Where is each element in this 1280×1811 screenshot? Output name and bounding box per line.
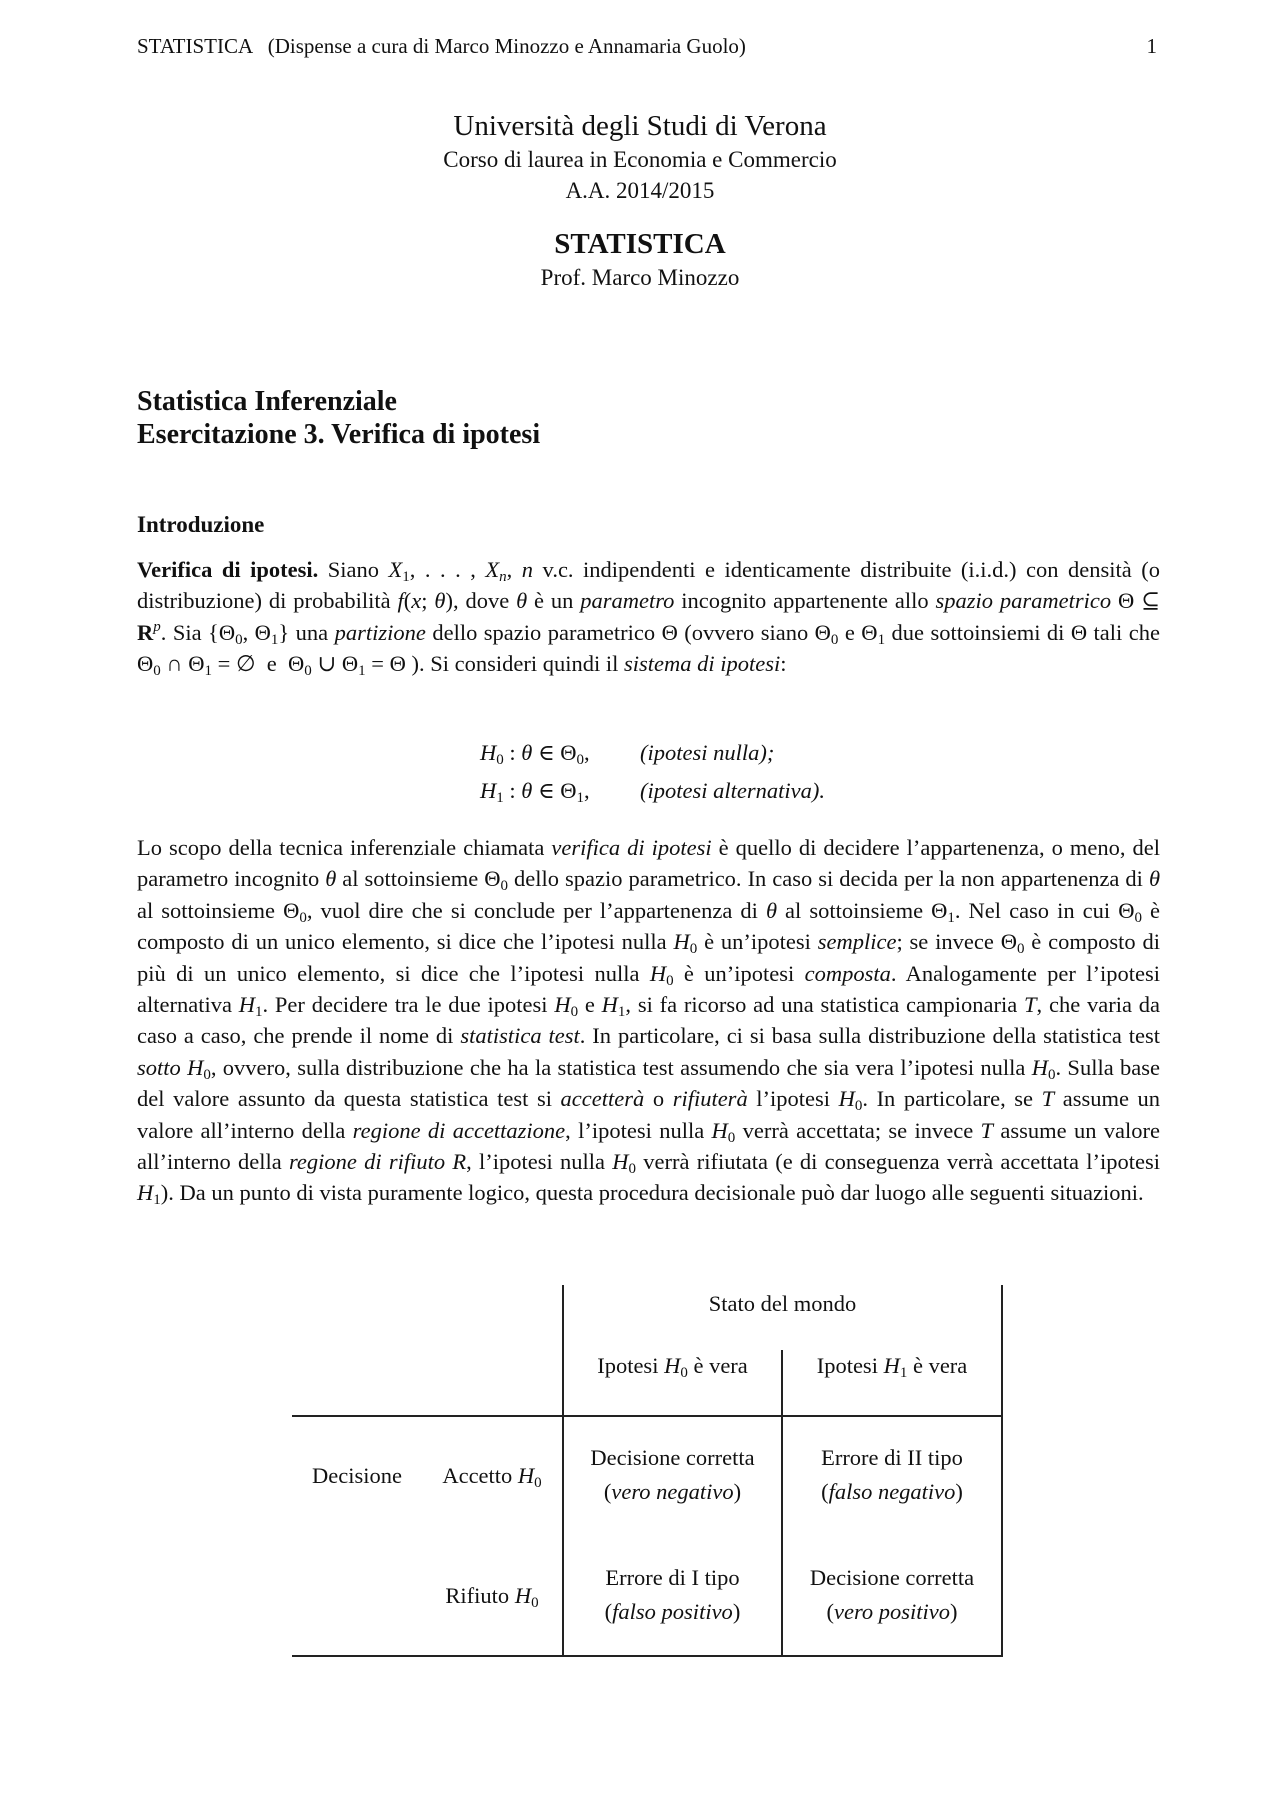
running-header-title: STATISTICA (Dispense a cura di Marco Minozzo e Annamaria Guolo) [137, 34, 746, 58]
hypothesis-h0: $H_0$ : θ ∈ $\Theta_0$, (ipotesi nulla); [480, 740, 775, 768]
decision-table [292, 1285, 1003, 1657]
university-name: Università degli Studi di Verona [453, 110, 827, 142]
table-cell-rifiuto-h1-vera: Decisione corretta (vero positivo) [809, 1565, 975, 1624]
section-heading-line1: Statistica Inferenziale [137, 386, 397, 417]
course-name: Corso di laurea in Economia e Commercio [443, 147, 837, 172]
running-header [137, 34, 1157, 64]
paragraph-explanation: Lo scopo della tecnica inferenziale chiamata verifica di ipotesi è quello di decidere l’appartenenza, o meno, del parametro incognito θ al sottoinsieme $\Theta_0$ dello spazio parametrico. In caso si decida per la non appartenenza di θ al sottoinsieme $\Theta_0$, vuol dire che si conclude per l’appartenenza di θ al sottoinsieme $\Theta_1$. Nel caso in cui $\Theta_0$ è composto di un unico elemento, si dice che l’ipotesi nulla $H_0$ è un’ipotesi semplice; se invece $\Theta_0$ è composto di più di un unico elemento, si dice che l’ipotesi nulla $H_0$ è un’ipotesi composta. Analogamente per l’ipotesi alternativa $H_1$. Per decidere tra le due ipotesi $H_0$ e $H_1$, si fa ricorso ad una statistica campionaria T, che varia da caso a caso, che prende il nome di statistica test. In particolare, ci si basa sulla distribuzione della statistica test sotto $H_0$, ovvero, sulla distribuzione che ha la statistica test assumendo che sia vera l’ipotesi nulla $H_0$. Sulla base del valore assunto da questa statistica test si accetterà o rifiuterà l’ipotesi $H_0$. In particolare, se T assume un valore all’interno della regione di accettazione, l’ipotesi nulla $H_0$ verrà accettata; se invece T assume un valore all’interno della regione di rifiuto R, l’ipotesi nulla $H_0$ verrà rifiutata (e di conseguenza verrà accettata l’ipotesi $H_1$). Da un punto di vista puramente logico, questa procedura decisionale può dar luogo alle seguenti situazioni. [137, 835, 1161, 1209]
professor-name: Prof. Marco Minozzo [540, 265, 740, 290]
academic-year: A.A. 2014/2015 [565, 178, 715, 203]
table-col-h0: Ipotesi $H_0$ è vera [597, 1353, 748, 1381]
table-header-rule [292, 1415, 1003, 1417]
subject-title: STATISTICA [554, 228, 726, 260]
page-number: 1 [1146, 34, 1157, 58]
table-divider-v3 [1001, 1285, 1003, 1657]
table-cell-accetto-h1-vera: Errore di II tipo (falso negativo) [821, 1445, 963, 1504]
intro-heading: Introduzione [137, 512, 265, 537]
table-row-rifiuto: Rifiuto $H_0$ [445, 1583, 539, 1611]
table-col-h1: Ipotesi $H_1$ è vera [816, 1353, 968, 1381]
table-stato-del-mondo: Stato del mondo [708, 1291, 857, 1316]
table-cell-accetto-h0-vera: Decisione corretta (vero negativo) [590, 1445, 755, 1504]
hypothesis-h1: $H_1$ : θ ∈ $\Theta_1$, (ipotesi alternativa). [480, 778, 825, 806]
section-heading [137, 385, 540, 451]
table-cell-rifiuto-h0-vera: Errore di I tipo (falso positivo) [604, 1565, 741, 1624]
paragraph-definition: Verifica di ipotesi. Siano $X_1$, . . . , $X_n$, n v.c. indipendenti e identicamente distribuite (i.i.d.) con densità (o distribuzione) di probabilità f(x; θ), dove θ è un parametro incognito appartenente allo spazio parametrico Θ ⊆ $R^p$. Sia {$\Theta_0$, $\Theta_1$} una partizione dello spazio parametrico Θ (ovvero siano $\Theta_0$ e $\Theta_1$ due sottoinsiemi di Θ tali che $\Theta_0$ ∩ $\Theta_1$ = ∅ e $\Theta_0$ ∪ $\Theta_1 = \Theta$ ). Si consideri quindi il sistema di ipotesi: [137, 557, 1161, 680]
table-bottom-rule [292, 1655, 1003, 1657]
title-block [0, 108, 1280, 294]
table-row-accetto: Accetto $H_0$ [442, 1463, 542, 1491]
section-heading-line2: Esercitazione 3. Verifica di ipotesi [137, 419, 541, 450]
table-row-decisione: Decisione [312, 1463, 402, 1488]
paragraph-lead: Verifica di ipotesi. [137, 557, 319, 582]
